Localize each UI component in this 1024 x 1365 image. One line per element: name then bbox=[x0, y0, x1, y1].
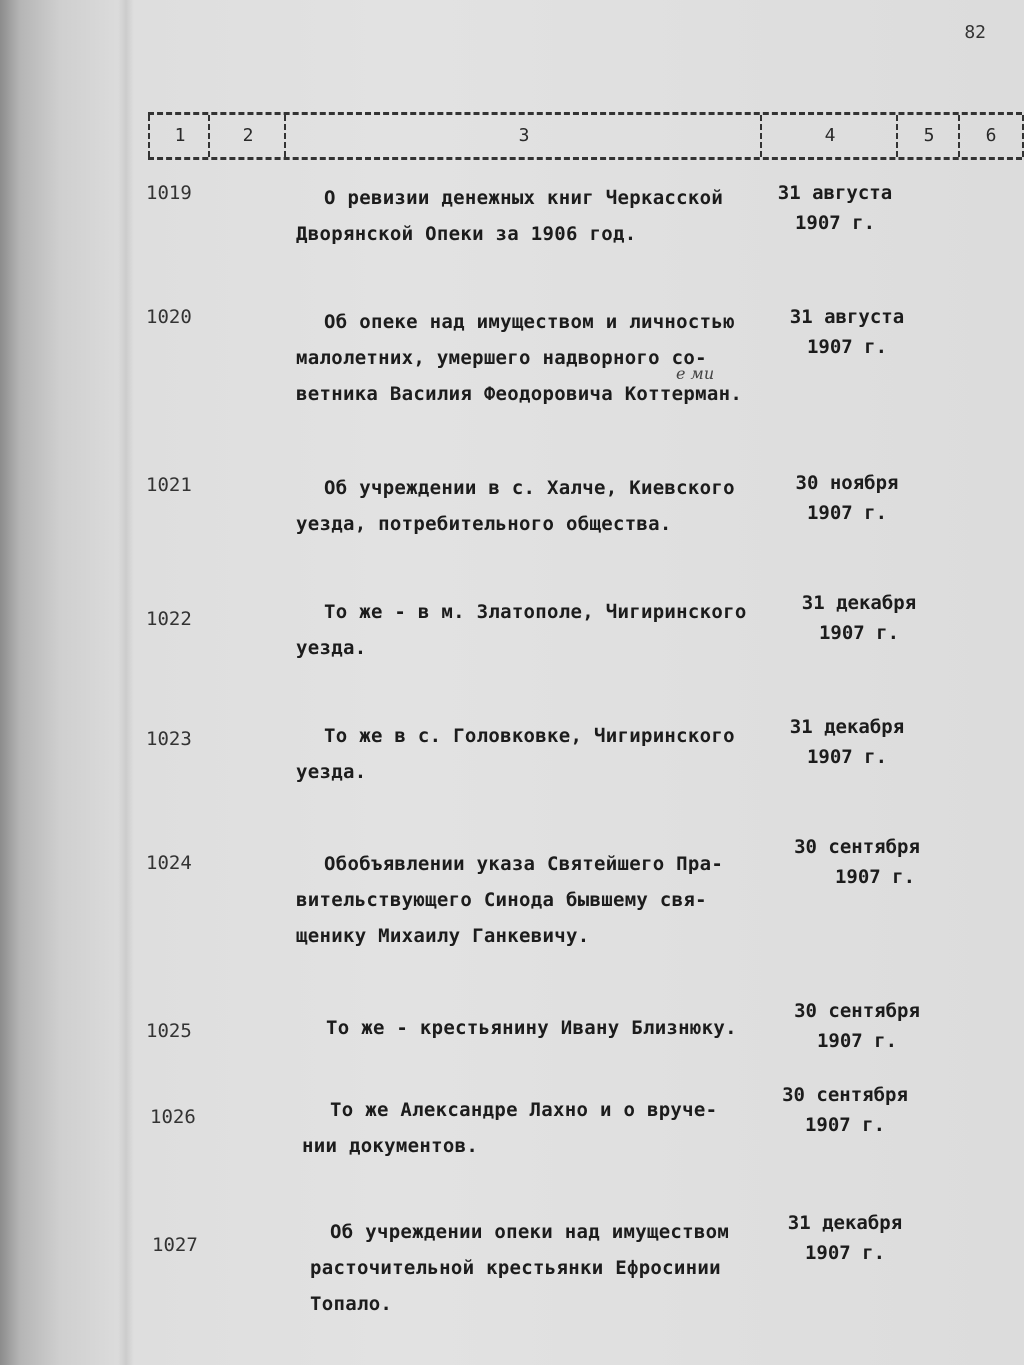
record-date bbox=[772, 302, 922, 362]
record-title-line: уезда. bbox=[296, 761, 367, 783]
record-title bbox=[302, 1092, 810, 1164]
record-title-line: То же в с. Головковке, Чигиринского bbox=[324, 725, 735, 747]
column-header-2: 2 bbox=[208, 115, 286, 157]
record-date-year: 1907 г. bbox=[834, 866, 916, 888]
record-title-line: Обобъявлении указа Святейшего Пра- bbox=[324, 853, 724, 875]
record-title bbox=[296, 594, 804, 666]
record-date-year: 1907 г. bbox=[818, 622, 900, 644]
record-date-year: 1907 г. bbox=[806, 746, 888, 768]
record-title bbox=[296, 180, 804, 252]
record-title-line: Об учреждении опеки над имуществом bbox=[330, 1221, 730, 1243]
record-date bbox=[772, 468, 922, 528]
record-title-line: О ревизии денежных книг Черкасской bbox=[324, 187, 724, 209]
record-date-year: 1907 г. bbox=[804, 1242, 886, 1264]
record-title-line: То же - в м. Златополе, Чигиринского bbox=[324, 601, 747, 623]
record-date-year: 1907 г. bbox=[816, 1030, 898, 1052]
record-date bbox=[782, 996, 932, 1056]
record-date-day: 31 декабря bbox=[801, 592, 917, 614]
record-date-day: 31 декабря bbox=[789, 716, 905, 738]
record-date-day: 31 августа bbox=[789, 306, 905, 328]
record-date-day: 30 сентября bbox=[794, 836, 920, 858]
record-title-line: Дворянской Опеки за 1906 год. bbox=[296, 223, 637, 245]
record-number: 1026 bbox=[150, 1106, 196, 1128]
record-number: 1025 bbox=[146, 1020, 192, 1042]
record-title-line: То же Александре Лахно и о вруче- bbox=[330, 1099, 718, 1121]
record-title-line: малолетних, умершего надворного со- bbox=[296, 347, 707, 369]
record-date-day: 30 сентября bbox=[794, 1000, 920, 1022]
record-title-line: уезда, потребительного общества. bbox=[296, 513, 672, 535]
column-header-5: 5 bbox=[896, 115, 960, 157]
record-title-line: Топало. bbox=[310, 1293, 393, 1315]
record-title bbox=[296, 718, 804, 790]
record-date bbox=[770, 1208, 920, 1268]
record-date bbox=[784, 588, 934, 648]
record-title bbox=[296, 304, 804, 412]
record-date-year: 1907 г. bbox=[794, 212, 876, 234]
record-date-day: 31 декабря bbox=[787, 1212, 903, 1234]
record-title-line: Об опеке над имуществом и личностью bbox=[324, 311, 735, 333]
record-number: 1027 bbox=[152, 1234, 198, 1256]
record-title-line: уезда. bbox=[296, 637, 367, 659]
record-date bbox=[772, 712, 922, 772]
record-date-year: 1907 г. bbox=[804, 1114, 886, 1136]
record-title bbox=[310, 1214, 810, 1322]
record-date bbox=[760, 178, 910, 238]
record-title-line: ветника Василия Феодоровича Коттерман. bbox=[296, 383, 743, 405]
record-number: 1024 bbox=[146, 852, 192, 874]
record-date-year: 1907 г. bbox=[806, 336, 888, 358]
record-title bbox=[296, 846, 804, 954]
column-header-row bbox=[148, 112, 1022, 160]
record-title-line: Об учреждении в с. Халче, Киевского bbox=[324, 477, 735, 499]
record-number: 1021 bbox=[146, 474, 192, 496]
record-date-year: 1907 г. bbox=[806, 502, 888, 524]
record-number: 1019 bbox=[146, 182, 192, 204]
record-title bbox=[296, 470, 804, 542]
column-header-3: 3 bbox=[284, 115, 762, 157]
record-number: 1022 bbox=[146, 608, 192, 630]
record-number: 1020 bbox=[146, 306, 192, 328]
record-date bbox=[782, 832, 932, 892]
column-header-1: 1 bbox=[148, 115, 210, 157]
record-title-line: То же - крестьянину Ивану Близнюку. bbox=[326, 1017, 737, 1039]
record-title-line: вительствующего Синода бывшему свя- bbox=[296, 889, 707, 911]
record-date bbox=[770, 1080, 920, 1140]
record-title-line: нии документов. bbox=[302, 1135, 479, 1157]
page-binding-shadow bbox=[118, 0, 134, 1365]
record-date-day: 31 августа bbox=[777, 182, 893, 204]
record-title-line: расточительной крестьянки Ефросинии bbox=[310, 1257, 721, 1279]
record-date-day: 30 ноября bbox=[795, 472, 899, 494]
handwritten-correction: е ми bbox=[676, 364, 715, 383]
column-header-6: 6 bbox=[958, 115, 1024, 157]
column-header-4: 4 bbox=[760, 115, 898, 157]
record-title bbox=[326, 1010, 806, 1046]
record-date-day: 30 сентября bbox=[782, 1084, 908, 1106]
record-title-line: щенику Михаилу Ганкевичу. bbox=[296, 925, 590, 947]
record-number: 1023 bbox=[146, 728, 192, 750]
page-number: 82 bbox=[964, 22, 986, 43]
